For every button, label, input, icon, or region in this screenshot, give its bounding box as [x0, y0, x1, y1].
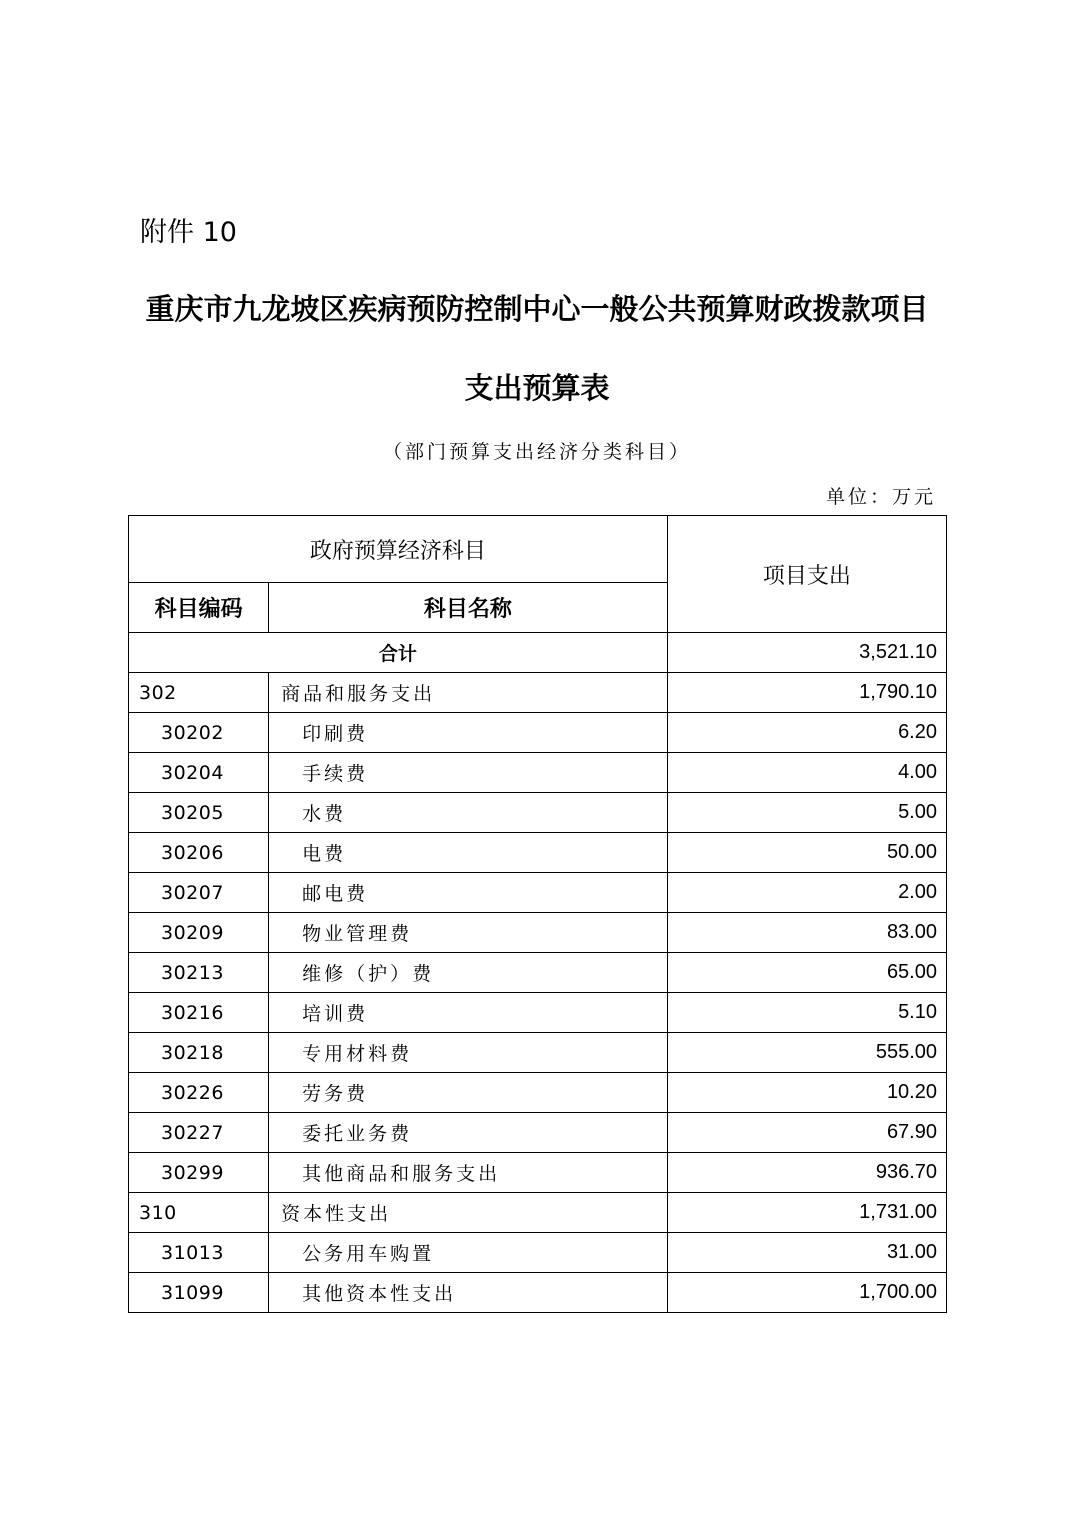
table-row [129, 833, 947, 873]
table-row [129, 873, 947, 913]
amount-cell: 67.90 [667, 1113, 946, 1153]
amount-cell: 10.20 [667, 1073, 946, 1113]
subject-name-cell: 其他商品和服务支出 [269, 1153, 667, 1193]
document-title-line-1: 重庆市九龙坡区疾病预防控制中心一般公共预算财政拨款项目 [145, 292, 929, 326]
subject-code-cell: 30206 [129, 833, 269, 873]
attachment-label: 附件 10 [140, 217, 237, 248]
amount-cell: 83.00 [667, 913, 946, 953]
subject-name-cell: 手续费 [269, 753, 667, 793]
subject-code-cell: 31013 [129, 1233, 269, 1273]
unit-label: 单位：万元 [825, 486, 936, 508]
document-subtitle: （部门预算支出经济分类科目） [382, 441, 691, 463]
amount-cell: 936.70 [667, 1153, 946, 1193]
subject-name-cell: 维修（护）费 [269, 953, 667, 993]
total-amount: 3,521.10 [667, 633, 946, 673]
amount-cell: 1,700.00 [667, 1273, 946, 1313]
subject-name-cell: 专用材料费 [269, 1033, 667, 1073]
amount-cell: 1,731.00 [667, 1193, 946, 1233]
subject-name-cell: 印刷费 [269, 713, 667, 753]
subject-name-cell: 其他资本性支出 [269, 1273, 667, 1313]
subject-code-cell: 30216 [129, 993, 269, 1033]
budget-table [128, 515, 947, 1313]
table-row [129, 953, 947, 993]
table-row [129, 1193, 947, 1233]
document-title-line-2: 支出预算表 [464, 371, 610, 405]
amount-cell: 2.00 [667, 873, 946, 913]
subject-code-cell: 302 [129, 673, 269, 713]
amount-cell: 1,790.10 [667, 673, 946, 713]
table-row [129, 913, 947, 953]
table-row [129, 993, 947, 1033]
header-subject-code: 科目编码 [129, 583, 269, 633]
table-row [129, 1113, 947, 1153]
table-row [129, 1153, 947, 1193]
subject-code-cell: 30202 [129, 713, 269, 753]
subject-name-cell: 物业管理费 [269, 913, 667, 953]
subject-code-cell: 30299 [129, 1153, 269, 1193]
subject-name-cell: 培训费 [269, 993, 667, 1033]
amount-cell: 4.00 [667, 753, 946, 793]
subject-name-cell: 商品和服务支出 [269, 673, 667, 713]
amount-cell: 50.00 [667, 833, 946, 873]
subject-code-cell: 310 [129, 1193, 269, 1233]
subject-code-cell: 30209 [129, 913, 269, 953]
subject-code-cell: 30218 [129, 1033, 269, 1073]
table-row [129, 1033, 947, 1073]
amount-cell: 5.10 [667, 993, 946, 1033]
subject-name-cell: 资本性支出 [269, 1193, 667, 1233]
table-row [129, 793, 947, 833]
subject-name-cell: 邮电费 [269, 873, 667, 913]
subject-code-cell: 30227 [129, 1113, 269, 1153]
amount-cell: 31.00 [667, 1233, 946, 1273]
subject-name-cell: 劳务费 [269, 1073, 667, 1113]
table-row [129, 1073, 947, 1113]
header-subject-name: 科目名称 [269, 583, 667, 633]
subject-code-cell: 30213 [129, 953, 269, 993]
table-row [129, 673, 947, 713]
table-row [129, 1233, 947, 1273]
amount-cell: 555.00 [667, 1033, 946, 1073]
table-row [129, 713, 947, 753]
subject-code-cell: 30205 [129, 793, 269, 833]
subject-name-cell: 公务用车购置 [269, 1233, 667, 1273]
table-row [129, 1273, 947, 1313]
total-label: 合计 [129, 633, 668, 673]
subject-code-cell: 30207 [129, 873, 269, 913]
total-row [129, 633, 947, 673]
header-project-expenditure: 项目支出 [667, 516, 946, 633]
table-row [129, 753, 947, 793]
subject-code-cell: 30226 [129, 1073, 269, 1113]
subject-name-cell: 水费 [269, 793, 667, 833]
amount-cell: 6.20 [667, 713, 946, 753]
header-economic-category: 政府预算经济科目 [129, 516, 668, 583]
subject-name-cell: 电费 [269, 833, 667, 873]
amount-cell: 5.00 [667, 793, 946, 833]
subject-code-cell: 30204 [129, 753, 269, 793]
amount-cell: 65.00 [667, 953, 946, 993]
subject-code-cell: 31099 [129, 1273, 269, 1313]
subject-name-cell: 委托业务费 [269, 1113, 667, 1153]
